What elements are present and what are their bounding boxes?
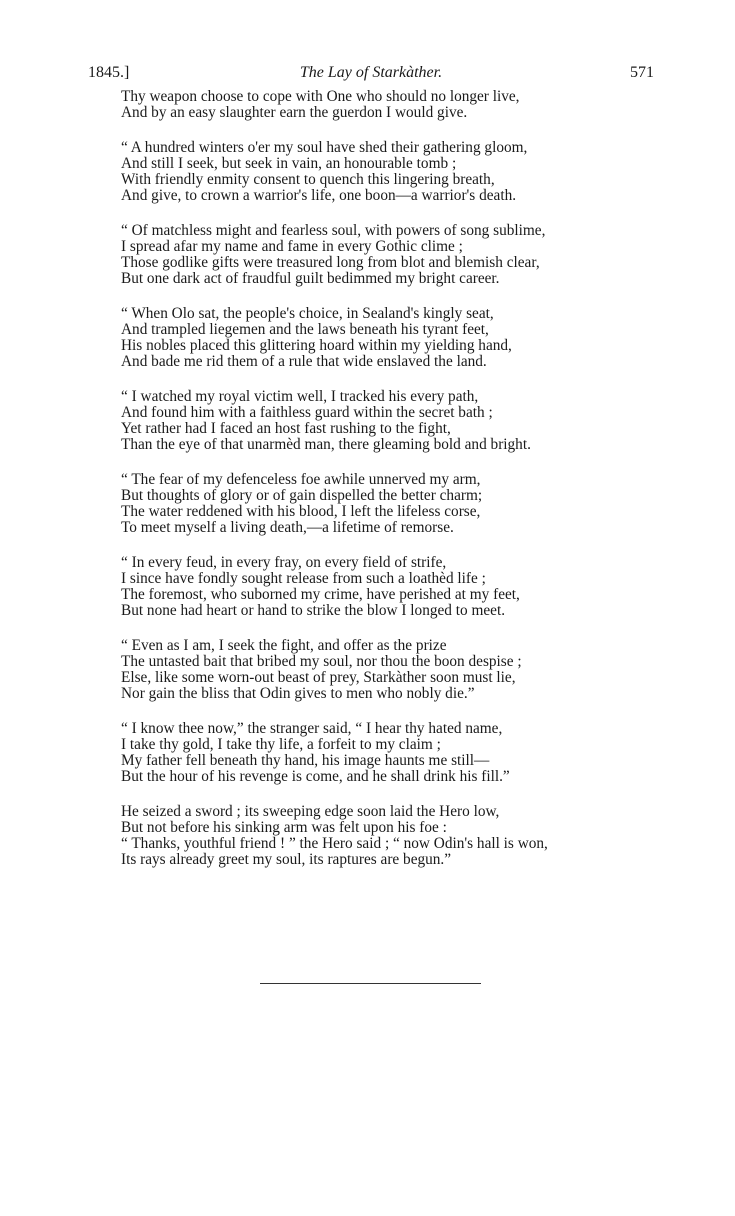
- poem-line: With friendly enmity consent to quench this lingering breath,: [121, 171, 495, 188]
- poem-line: Thy weapon choose to cope with One who should no longer live,: [121, 88, 520, 105]
- poem-line: “ Even as I am, I seek the fight, and offer as the prize: [121, 637, 447, 654]
- poem-line: But one dark act of fraudful guilt bedimmed my bright career.: [121, 270, 500, 287]
- poem-body: [121, 89, 631, 887]
- poem-line: I since have fondly sought release from such a loathèd life ;: [121, 570, 486, 587]
- stanza: [121, 638, 631, 702]
- poem-line: Those godlike gifts were treasured long from blot and blemish clear,: [121, 254, 540, 271]
- poem-line: Than the eye of that unarmèd man, there gleaming bold and bright.: [121, 436, 531, 453]
- poem-line: To meet myself a living death,—a lifetime of remorse.: [121, 519, 454, 536]
- stanza: [121, 804, 631, 868]
- poem-line: He seized a sword ; its sweeping edge soon laid the Hero low,: [121, 803, 500, 820]
- end-rule: [260, 983, 481, 984]
- poem-line: “ I watched my royal victim well, I tracked his every path,: [121, 388, 479, 405]
- poem-line: Else, like some worn-out beast of prey, Starkàther soon must lie,: [121, 669, 516, 686]
- poem-line: Its rays already greet my soul, its raptures are begun.”: [121, 851, 452, 868]
- poem-line: “ A hundred winters o'er my soul have shed their gathering gloom,: [121, 139, 528, 156]
- poem-line: “ Of matchless might and fearless soul, with powers of song sublime,: [121, 222, 546, 239]
- poem-line: I take thy gold, I take thy life, a forfeit to my claim ;: [121, 736, 441, 753]
- page-number: 571: [630, 64, 654, 81]
- poem-line: And trampled liegemen and the laws beneath his tyrant feet,: [121, 321, 489, 338]
- poem-line: And bade me rid them of a rule that wide enslaved the land.: [121, 353, 487, 370]
- poem-line: And by an easy slaughter earn the guerdon I would give.: [121, 104, 468, 121]
- poem-line: Nor gain the bliss that Odin gives to men who nobly die.”: [121, 685, 475, 702]
- poem-line: “ The fear of my defenceless foe awhile unnerved my arm,: [121, 471, 481, 488]
- stanza: [121, 472, 631, 536]
- poem-line: But none had heart or hand to strike the blow I longed to meet.: [121, 602, 506, 619]
- poem-line: “ When Olo sat, the people's choice, in Sealand's kingly seat,: [121, 305, 494, 322]
- poem-line: But not before his sinking arm was felt upon his foe :: [121, 819, 447, 836]
- poem-line: The foremost, who suborned my crime, have perished at my feet,: [121, 586, 520, 603]
- poem-line: His nobles placed this glittering hoard within my yielding hand,: [121, 337, 512, 354]
- stanza: [121, 555, 631, 619]
- poem-line: “ In every feud, in every fray, on every field of strife,: [121, 554, 447, 571]
- stanza: [121, 306, 631, 370]
- poem-line: I spread afar my name and fame in every Gothic clime ;: [121, 238, 463, 255]
- stanza: [121, 140, 631, 204]
- poem-line: But thoughts of glory or of gain dispelled the better charm;: [121, 487, 483, 504]
- poem-line: “ I know thee now,” the stranger said, “ I hear thy hated name,: [121, 720, 503, 737]
- stanza: [121, 223, 631, 287]
- running-header: [88, 64, 654, 86]
- stanza: [121, 389, 631, 453]
- poem-line: The untasted bait that bribed my soul, nor thou the boon despise ;: [121, 653, 522, 670]
- stanza: [121, 89, 631, 121]
- poem-line: The water reddened with his blood, I left the lifeless corse,: [121, 503, 481, 520]
- running-title: The Lay of Starkàther.: [299, 64, 443, 81]
- poem-line: And give, to crown a warrior's life, one boon—a warrior's death.: [121, 187, 517, 204]
- poem-line: My father fell beneath thy hand, his image haunts me still—: [121, 752, 490, 769]
- poem-line: But the hour of his revenge is come, and he shall drink his fill.”: [121, 768, 510, 785]
- poem-line: Yet rather had I faced an host fast rushing to the fight,: [121, 420, 451, 437]
- header-year: 1845.]: [88, 64, 130, 81]
- poem-line: And still I seek, but seek in vain, an honourable tomb ;: [121, 155, 457, 172]
- poem-line: And found him with a faithless guard within the secret bath ;: [121, 404, 493, 421]
- stanza: [121, 721, 631, 785]
- poem-line: “ Thanks, youthful friend ! ” the Hero said ; “ now Odin's hall is won,: [121, 835, 548, 852]
